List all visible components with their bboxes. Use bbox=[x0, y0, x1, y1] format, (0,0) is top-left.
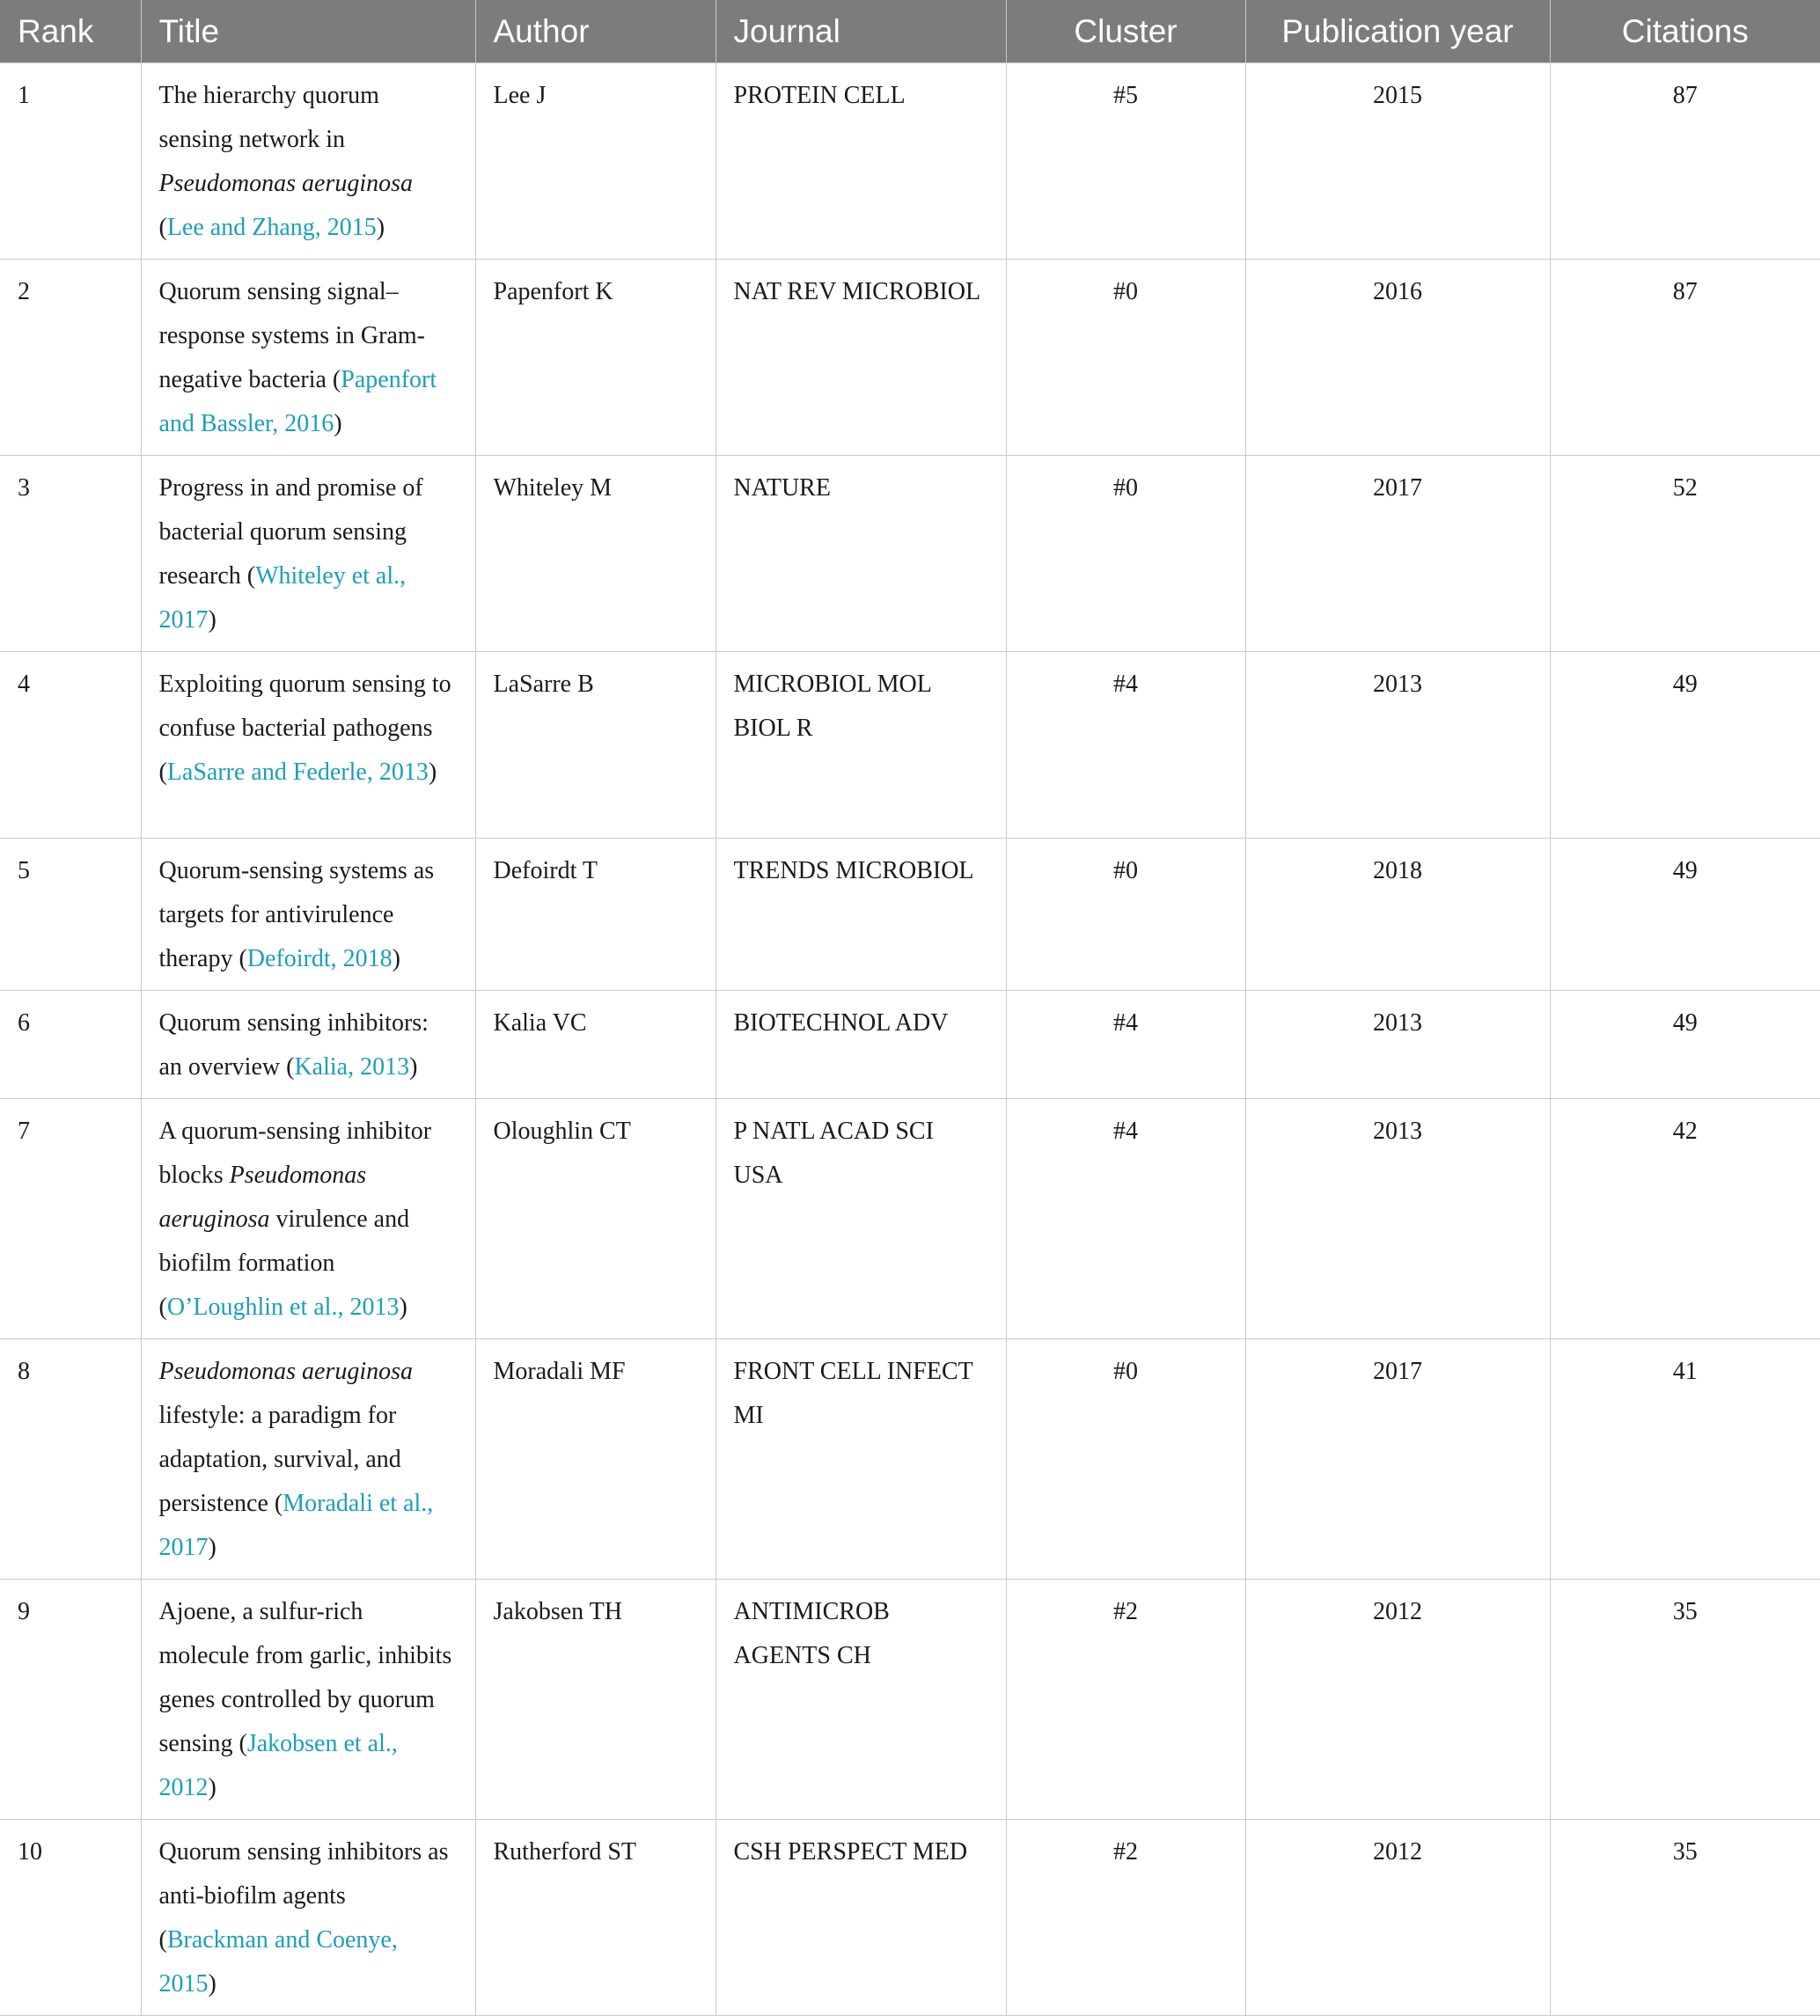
table-row bbox=[0, 991, 1820, 1099]
year-cell: 2015 bbox=[1245, 63, 1550, 260]
journal-cell: CSH PERSPECT MED bbox=[716, 1820, 1006, 2016]
table-body bbox=[0, 63, 1820, 2016]
year-cell: 2013 bbox=[1245, 652, 1550, 839]
table-header bbox=[0, 0, 1820, 63]
title-species-text: Pseudomonas aeruginosa bbox=[158, 1358, 414, 1385]
title-text: ) bbox=[208, 1970, 216, 1998]
rank-cell: 1 bbox=[0, 63, 141, 260]
cluster-cell: #0 bbox=[1006, 260, 1245, 456]
title-cell bbox=[141, 991, 475, 1099]
title-text: Quorum sensing inhibitors: an overview ( bbox=[158, 1009, 429, 1081]
title-text: Exploiting quorum sensing to confuse bacterial pathogens ( bbox=[158, 671, 451, 786]
reference-link[interactable]: O’Loughlin et al., 2013 bbox=[166, 1294, 400, 1321]
header-citations: Citations bbox=[1550, 0, 1820, 63]
author-cell: Moradali MF bbox=[475, 1339, 716, 1580]
citations-cell: 35 bbox=[1550, 1580, 1820, 1820]
header-journal: Journal bbox=[716, 0, 1006, 63]
author-cell: Papenfort K bbox=[475, 260, 716, 456]
title-text: ) bbox=[208, 1774, 216, 1801]
table-row bbox=[0, 1339, 1820, 1580]
cluster-cell: #2 bbox=[1006, 1820, 1245, 2016]
year-cell: 2018 bbox=[1245, 839, 1550, 991]
citations-cell: 42 bbox=[1550, 1099, 1820, 1339]
cluster-cell: #5 bbox=[1006, 63, 1245, 260]
reference-link[interactable]: Moradali et al., 2017 bbox=[158, 1490, 434, 1561]
title-text: ) bbox=[409, 1053, 418, 1081]
year-cell: 2012 bbox=[1245, 1820, 1550, 2016]
journal-cell: NATURE bbox=[716, 456, 1006, 652]
reference-link[interactable]: Kalia, 2013 bbox=[294, 1053, 410, 1081]
cluster-cell: #4 bbox=[1006, 991, 1245, 1099]
table-row bbox=[0, 260, 1820, 456]
cluster-cell: #0 bbox=[1006, 1339, 1245, 1580]
reference-link[interactable]: Jakobsen et al., 2012 bbox=[158, 1730, 398, 1801]
reference-link[interactable]: Defoirdt, 2018 bbox=[246, 945, 393, 972]
author-cell: Lee J bbox=[475, 63, 716, 260]
header-row bbox=[0, 0, 1820, 63]
rank-cell: 6 bbox=[0, 991, 141, 1099]
citations-cell: 87 bbox=[1550, 63, 1820, 260]
reference-link[interactable]: Papenfort and Bassler, 2016 bbox=[158, 366, 437, 437]
title-cell bbox=[141, 456, 475, 652]
title-text: ) bbox=[376, 214, 385, 241]
rank-cell: 10 bbox=[0, 1820, 141, 2016]
title-cell bbox=[141, 1339, 475, 1580]
title-text: ( bbox=[158, 214, 167, 241]
reference-link[interactable]: LaSarre and Federle, 2013 bbox=[166, 759, 429, 786]
title-cell bbox=[141, 1099, 475, 1339]
cluster-cell: #4 bbox=[1006, 1099, 1245, 1339]
year-cell: 2013 bbox=[1245, 991, 1550, 1099]
title-text: virulence and biofilm formation ( bbox=[158, 1206, 410, 1321]
header-author: Author bbox=[475, 0, 716, 63]
header-publication-year: Publication year bbox=[1245, 0, 1550, 63]
rank-cell: 7 bbox=[0, 1099, 141, 1339]
author-cell: Whiteley M bbox=[475, 456, 716, 652]
citations-cell: 52 bbox=[1550, 456, 1820, 652]
title-species-text: Pseudomonas aeruginosa bbox=[158, 1162, 367, 1233]
citations-cell: 49 bbox=[1550, 652, 1820, 839]
author-cell: LaSarre B bbox=[475, 652, 716, 839]
year-cell: 2017 bbox=[1245, 456, 1550, 652]
rank-cell: 4 bbox=[0, 652, 141, 839]
title-cell bbox=[141, 63, 475, 260]
table-row bbox=[0, 1820, 1820, 2016]
author-cell: Oloughlin CT bbox=[475, 1099, 716, 1339]
title-text: A quorum-sensing inhibitor blocks bbox=[158, 1118, 432, 1189]
rank-cell: 5 bbox=[0, 839, 141, 991]
journal-cell: PROTEIN CELL bbox=[716, 63, 1006, 260]
journal-cell: TRENDS MICROBIOL bbox=[716, 839, 1006, 991]
journal-cell: P NATL ACAD SCI USA bbox=[716, 1099, 1006, 1339]
journal-cell: MICROBIOL MOL BIOL R bbox=[716, 652, 1006, 839]
header-rank: Rank bbox=[0, 0, 141, 63]
author-cell: Kalia VC bbox=[475, 991, 716, 1099]
title-text: ) bbox=[208, 1534, 216, 1561]
cluster-cell: #2 bbox=[1006, 1580, 1245, 1820]
title-text: Ajoene, a sulfur-rich molecule from garlic, inhibits genes controlled by quorum sensing ( bbox=[158, 1598, 452, 1757]
title-text: ) bbox=[208, 606, 216, 634]
title-text: ) bbox=[392, 945, 400, 972]
cluster-cell: #0 bbox=[1006, 839, 1245, 991]
year-cell: 2017 bbox=[1245, 1339, 1550, 1580]
table-row bbox=[0, 1099, 1820, 1339]
title-cell bbox=[141, 1820, 475, 2016]
title-text: Quorum sensing inhibitors as anti-biofilm agents ( bbox=[158, 1838, 449, 1954]
table-row bbox=[0, 1580, 1820, 1820]
citations-cell: 49 bbox=[1550, 991, 1820, 1099]
cluster-cell: #4 bbox=[1006, 652, 1245, 839]
table-row bbox=[0, 63, 1820, 260]
reference-link[interactable]: Whiteley et al., 2017 bbox=[158, 562, 407, 634]
title-species-text: Pseudomonas aeruginosa bbox=[158, 170, 414, 197]
rank-cell: 8 bbox=[0, 1339, 141, 1580]
title-text: The hierarchy quorum sensing network in bbox=[158, 82, 379, 153]
journal-cell: BIOTECHNOL ADV bbox=[716, 991, 1006, 1099]
citations-cell: 41 bbox=[1550, 1339, 1820, 1580]
year-cell: 2013 bbox=[1245, 1099, 1550, 1339]
table-row bbox=[0, 839, 1820, 991]
title-text: Quorum sensing signal–response systems in Gram-negative bacteria ( bbox=[158, 278, 426, 393]
citations-cell: 49 bbox=[1550, 839, 1820, 991]
title-cell bbox=[141, 260, 475, 456]
author-cell: Rutherford ST bbox=[475, 1820, 716, 2016]
author-cell: Defoirdt T bbox=[475, 839, 716, 991]
year-cell: 2016 bbox=[1245, 260, 1550, 456]
cluster-cell: #0 bbox=[1006, 456, 1245, 652]
table-row bbox=[0, 456, 1820, 652]
table-row bbox=[0, 652, 1820, 839]
header-title: Title bbox=[141, 0, 475, 63]
title-text: ) bbox=[428, 759, 437, 786]
title-text: Quorum-sensing systems as targets for antivirulence therapy ( bbox=[158, 857, 435, 972]
journal-cell: NAT REV MICROBIOL bbox=[716, 260, 1006, 456]
reference-link[interactable]: Brackman and Coenye, 2015 bbox=[158, 1926, 398, 1998]
citations-cell: 87 bbox=[1550, 260, 1820, 456]
journal-cell: FRONT CELL INFECT MI bbox=[716, 1339, 1006, 1580]
author-cell: Jakobsen TH bbox=[475, 1580, 716, 1820]
rank-cell: 9 bbox=[0, 1580, 141, 1820]
header-cluster: Cluster bbox=[1006, 0, 1245, 63]
title-cell bbox=[141, 652, 475, 839]
reference-link[interactable]: Lee and Zhang, 2015 bbox=[166, 214, 377, 241]
title-cell bbox=[141, 1580, 475, 1820]
citations-cell: 35 bbox=[1550, 1820, 1820, 2016]
journal-cell: ANTIMICROB AGENTS CH bbox=[716, 1580, 1006, 1820]
rank-cell: 3 bbox=[0, 456, 141, 652]
year-cell: 2012 bbox=[1245, 1580, 1550, 1820]
title-text: ) bbox=[334, 410, 342, 437]
rank-cell: 2 bbox=[0, 260, 141, 456]
title-text: lifestyle: a paradigm for adaptation, survival, and persistence ( bbox=[158, 1402, 401, 1517]
title-cell bbox=[141, 839, 475, 991]
title-text: Progress in and promise of bacterial quorum sensing research ( bbox=[158, 474, 423, 590]
title-text: ) bbox=[399, 1294, 407, 1321]
